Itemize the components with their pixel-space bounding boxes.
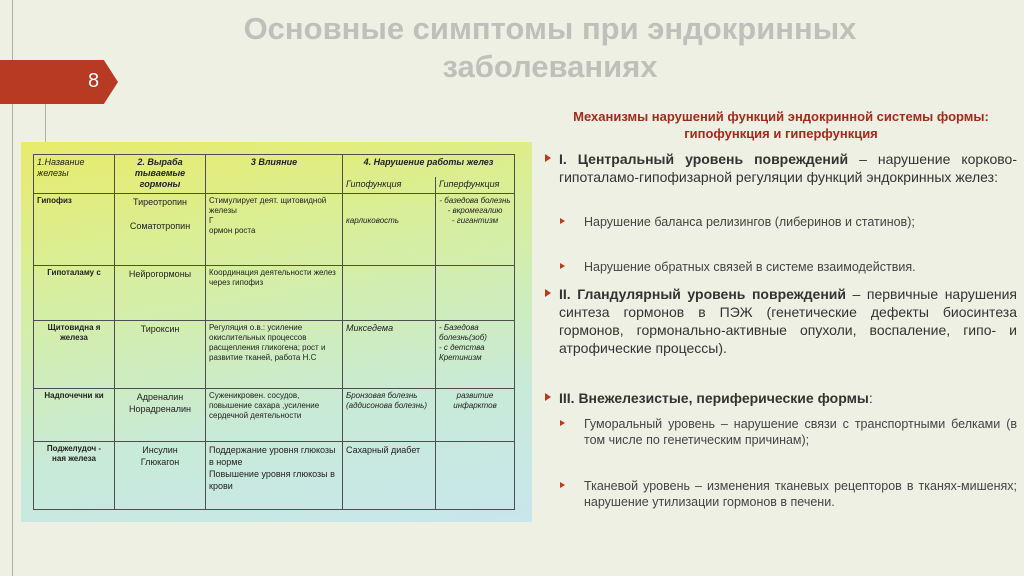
sub-bullet-releasing-text: Нарушение баланса релизингов (либеринов и статинов); [584,215,915,229]
sub-bullet-tissue-text: Тканевой уровень – изменения тканевых рецепторов в тканях-мишенях; нарушение утилизации гормонов в печени. [584,479,1017,509]
bullet-peripheral-text: : [868,390,873,406]
bullet-arrow-icon [545,289,551,297]
sub-bullet-releasing [560,214,1017,230]
header-gland: 1.Название железы [34,155,115,194]
slide-number-tab [0,60,118,104]
header-hormones: 2. Выраба тываемые гормоны [115,155,206,194]
sub-bullet-arrow-icon [560,482,565,488]
cell-hormones: Нейрогормоны [115,265,206,320]
cell-hyperfunction [436,265,515,320]
bullet-arrow-icon [545,154,551,162]
cell-effect: Поддержание уровня глюкозы в норме Повышение уровня глюкозы в крови [206,442,343,510]
decor-line-left-2 [45,104,46,144]
header-effect: 3 Влияние [206,155,343,194]
sub-bullet-feedback-text: Нарушение обратных связей в системе взаимодействия. [584,260,916,274]
header-hyperfunction: Гиперфункция [436,177,515,193]
cell-gland: Щитовидна я железа [34,321,115,389]
endocrine-table [33,154,515,510]
cell-effect: Суженикровен. сосудов, повышение сахара ,усиление сердечной деятельности [206,388,343,441]
header-hypofunction: Гипофункция [343,177,436,193]
cell-hormones: Инсулин Глюкагон [115,442,206,510]
bullet-glandular-head: II. Гландулярный уровень повреждений [559,286,846,302]
cell-hyperfunction: развитие инфарктов [436,388,515,441]
decor-line-left-bottom [12,104,13,576]
sub-bullet-humoral [560,416,1017,448]
cell-effect: Регуляция о.в.: усиление окислительных процессов расщепления гликогена; рост и развитие тканей, работа Н.С [206,321,343,389]
cell-hyperfunction: - Базедова болезнь(зоб) - с детства Кретинизм [436,321,515,389]
slide-number: 8 [88,70,100,92]
right-heading: Механизмы нарушений функций эндокринной системы формы: гипофункция и гиперфункция [573,109,989,141]
slide-title-line1: Основные симптомы при эндокринных [243,11,857,46]
table-row [34,388,515,441]
table-panel [21,142,532,522]
cell-gland: Надпочечни ки [34,388,115,441]
cell-hypofunction: Микседема [343,321,436,389]
table-row [34,193,515,265]
cell-hormones: Тиреотропин Соматотропин [115,193,206,265]
cell-effect: Стимулирует деят. щитовидной железы Г ормон роста [206,193,343,265]
bullet-arrow-icon [545,393,551,401]
cell-hypofunction [343,265,436,320]
cell-hyperfunction: - базедова болезнь - вкромегалию - гигантизм [436,193,515,265]
header-disorder: 4. Нарушение работы желез [343,155,515,178]
cell-hypofunction: Бронзовая болезнь (аддисонова болезнь) [343,388,436,441]
cell-hypofunction: карликовость [343,193,436,265]
bullet-glandular [545,285,1017,357]
bullet-central-head: I. Центральный уровень повреждений [559,151,849,167]
slide-title [190,10,910,86]
sub-bullet-humoral-text: Гуморальный уровень – нарушение связи с транспортными белками (в том числе по генетическим причинам); [584,417,1017,447]
slide-title-line2: заболеваниях [442,49,658,84]
sub-bullet-arrow-icon [560,420,565,426]
cell-effect: Координация деятельности желез через гипофиз [206,265,343,320]
cell-gland: Поджелудоч - ная железа [34,442,115,510]
bullet-peripheral-head: III. Внежелезистые, периферические формы [559,390,869,406]
sub-bullet-tissue [560,478,1017,510]
cell-gland: Гипоталаму с [34,265,115,320]
bullet-peripheral [545,389,1017,407]
sub-bullet-arrow-icon [560,263,565,269]
table-row [34,265,515,320]
cell-hormones: Тироксин [115,321,206,389]
cell-hormones: Адреналин Норадреналин [115,388,206,441]
bullet-central [545,150,1017,186]
cell-hyperfunction [436,442,515,510]
table-row [34,442,515,510]
decor-line-left [12,0,13,60]
cell-gland: Гипофиз [34,193,115,265]
bullet-central-text: – нарушение корково-гипоталамо-гипофизарной регуляции функций эндокринных желез: [559,151,1018,185]
sub-bullet-feedback [560,259,1017,275]
cell-hypofunction: Сахарный диабет [343,442,436,510]
bullet-glandular-text: – первичные нарушения синтеза гормонов в ПЭЖ (генетические дефекты биосинтеза гормонов, гормонально-активные опухоли, воспаление, гипо- и атрофические процессы). [559,286,1017,356]
table-row [34,321,515,389]
sub-bullet-arrow-icon [560,218,565,224]
